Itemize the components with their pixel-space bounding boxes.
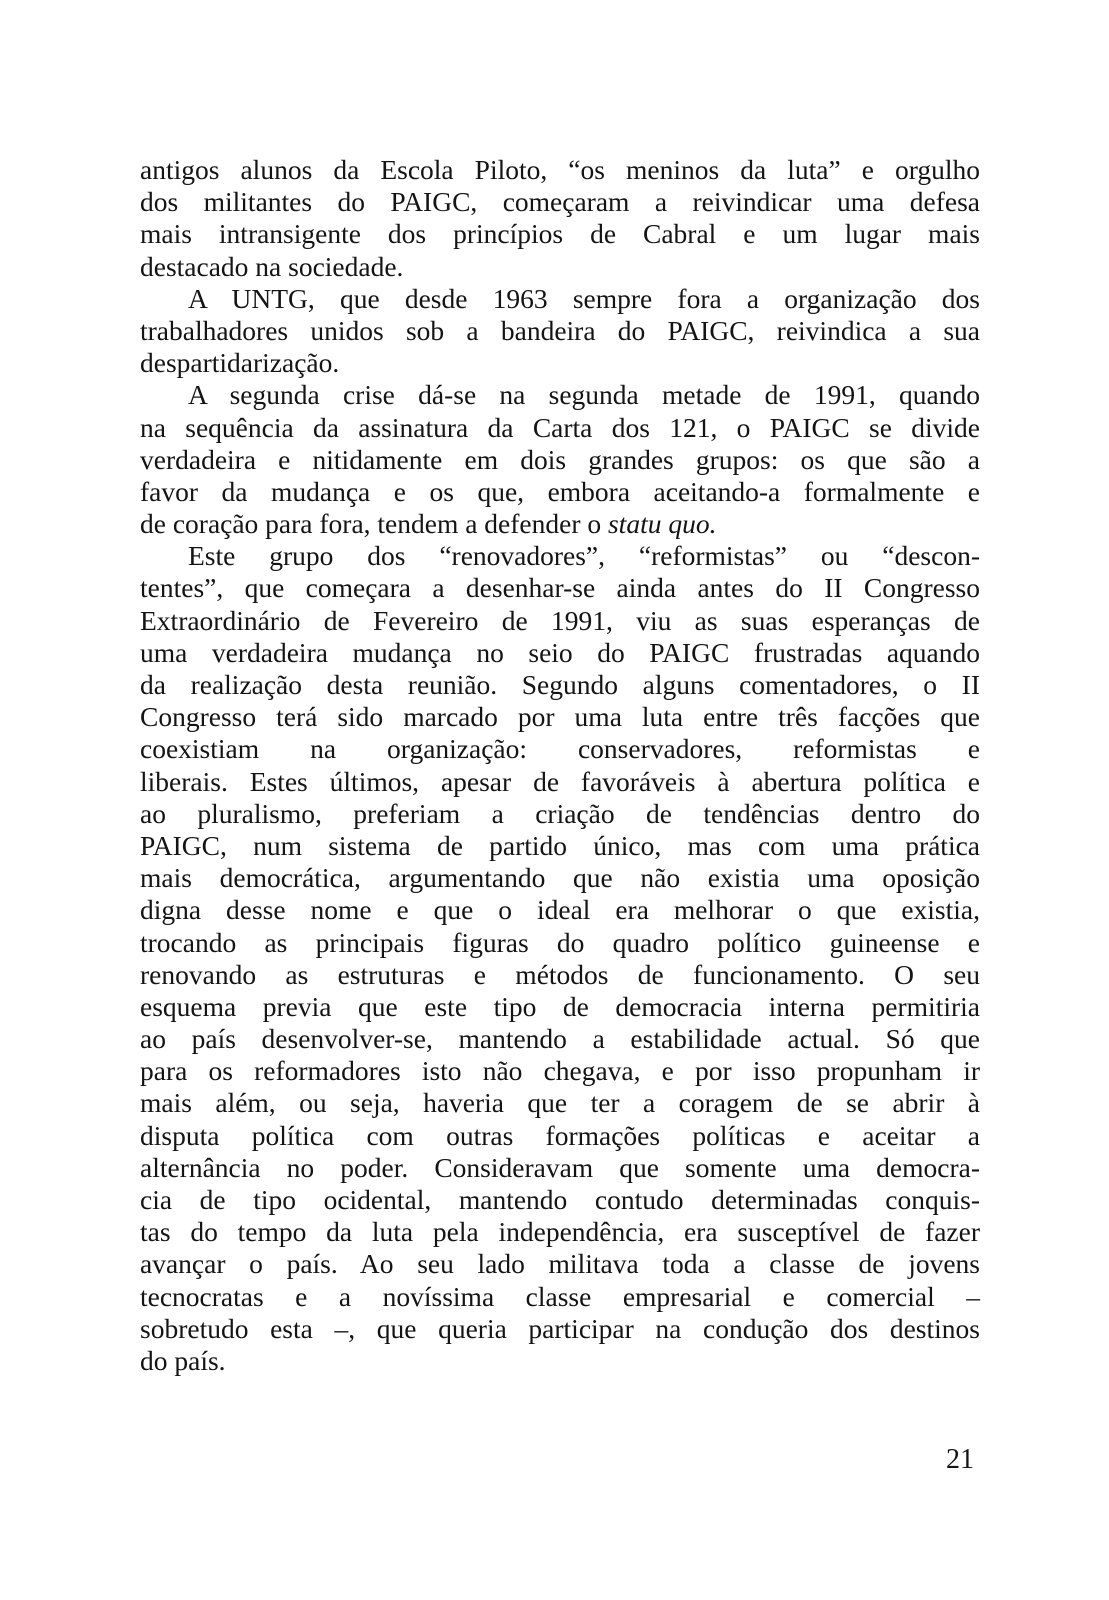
text-line bbox=[140, 1023, 980, 1055]
text-line bbox=[140, 315, 980, 347]
text-line bbox=[140, 1184, 980, 1216]
text-line bbox=[140, 1281, 980, 1313]
text-line bbox=[140, 186, 980, 218]
text-line-content: destacado na sociedade. bbox=[140, 250, 404, 282]
text-line bbox=[140, 251, 980, 283]
text-line-content: mais intransigente dos princípios de Cabral e um lugar mais bbox=[140, 218, 980, 250]
italic-phrase: statu quo. bbox=[607, 508, 717, 540]
text-line-content: digna desse nome e que o ideal era melhorar o que existia, bbox=[140, 894, 980, 926]
text-line-content: mais além, ou seja, haveria que ter a coragem de se abrir à bbox=[140, 1087, 980, 1119]
text-line-content: mais democrática, argumentando que não existia uma oposição bbox=[140, 862, 980, 894]
text-line bbox=[140, 1087, 980, 1119]
text-line bbox=[140, 959, 980, 991]
text-line-content: tecnocratas e a novíssima classe empresarial e comercial – bbox=[140, 1280, 980, 1312]
text-line-content: verdadeira e nitidamente em dois grandes grupos: os que são a bbox=[140, 443, 980, 475]
text-line bbox=[140, 830, 980, 862]
text-line-content: coexistiam na organização: conservadores, reformistas e bbox=[140, 733, 980, 765]
text-line bbox=[140, 412, 980, 444]
text-line bbox=[140, 862, 980, 894]
text-line bbox=[140, 508, 980, 540]
text-line bbox=[140, 927, 980, 959]
text-line bbox=[140, 283, 980, 315]
body-text bbox=[140, 154, 980, 1377]
text-line bbox=[140, 991, 980, 1023]
text-line-content: uma verdadeira mudança no seio do PAIGC frustradas aquando bbox=[140, 636, 980, 668]
text-line-content: tas do tempo da luta pela independência, era susceptível de fazer bbox=[140, 1216, 980, 1248]
text-line bbox=[140, 218, 980, 250]
text-line bbox=[140, 1248, 980, 1280]
text-line-content: cia de tipo ocidental, mantendo contudo determinadas conquis- bbox=[140, 1184, 980, 1215]
text-line bbox=[140, 444, 980, 476]
text-line bbox=[140, 894, 980, 926]
text-line-content: esquema previa que este tipo de democracia interna permitiria bbox=[140, 990, 980, 1022]
text-line bbox=[140, 347, 980, 379]
text-line bbox=[140, 1120, 980, 1152]
text-line-content: da realização desta reunião. Segundo alguns comentadores, o II bbox=[140, 669, 980, 700]
text-line-content: Congresso terá sido marcado por uma luta entre três facções que bbox=[140, 701, 980, 733]
text-line-content: Extraordinário de Fevereiro de 1991, viu as suas esperanças de bbox=[140, 604, 980, 636]
text-line-content: tentes”, que começara a desenhar-se ainda antes do II Congresso bbox=[140, 572, 980, 604]
text-line-content: despartidarização. bbox=[140, 347, 340, 379]
text-line-content: favor da mudança e os que, embora aceitando-a formalmente e bbox=[140, 475, 980, 507]
text-line bbox=[140, 701, 980, 733]
text-line-content: de coração para fora, tendem a defender o bbox=[140, 508, 608, 540]
text-line-content: avançar o país. Ao seu lado militava toda a classe de jovens bbox=[140, 1248, 980, 1280]
text-line-content: A segunda crise dá-se na segunda metade de 1991, quando bbox=[188, 379, 980, 411]
text-line-content: do país. bbox=[140, 1344, 226, 1376]
text-line bbox=[140, 476, 980, 508]
text-line-content: PAIGC, num sistema de partido único, mas com uma prática bbox=[140, 829, 980, 861]
text-line bbox=[140, 1345, 980, 1377]
text-line-content: Este grupo dos “renovadores”, “reformistas” ou “descon- bbox=[188, 540, 980, 572]
text-line-content: ao pluralismo, preferiam a criação de tendências dentro do bbox=[140, 797, 980, 829]
text-line-content: na sequência da assinatura da Carta dos 121, o PAIGC se divide bbox=[140, 411, 980, 443]
text-line bbox=[140, 605, 980, 637]
text-line-content: alternância no poder. Consideravam que somente uma democra- bbox=[140, 1151, 980, 1183]
text-line bbox=[140, 379, 980, 411]
text-line-content: para os reformadores isto não chegava, e por isso propunham ir bbox=[140, 1055, 980, 1087]
text-line bbox=[140, 733, 980, 765]
text-line bbox=[140, 540, 980, 572]
text-line bbox=[140, 1216, 980, 1248]
text-line-content: renovando as estruturas e métodos de funcionamento. O seu bbox=[140, 958, 980, 990]
text-line bbox=[140, 766, 980, 798]
text-line bbox=[140, 1055, 980, 1087]
text-line-content: trabalhadores unidos sob a bandeira do PAIGC, reivindica a sua bbox=[140, 314, 980, 346]
text-line bbox=[140, 1313, 980, 1345]
text-line-content: liberais. Estes últimos, apesar de favoráveis à abertura política e bbox=[140, 765, 980, 797]
text-line-content: sobretudo esta –, que queria participar na condução dos destinos bbox=[140, 1312, 980, 1344]
text-line-content: A UNTG, que desde 1963 sempre fora a organização dos bbox=[188, 282, 980, 314]
text-line bbox=[140, 637, 980, 669]
text-line bbox=[140, 154, 980, 186]
text-line-content: ao país desenvolver-se, mantendo a estabilidade actual. Só que bbox=[140, 1023, 980, 1055]
text-line-content: dos militantes do PAIGC, começaram a reivindicar uma defesa bbox=[140, 186, 980, 218]
text-line-content: antigos alunos da Escola Piloto, “os meninos da luta” e orgulho bbox=[140, 154, 980, 185]
text-line-content: disputa política com outras formações políticas e aceitar a bbox=[140, 1119, 980, 1151]
text-line bbox=[140, 1152, 980, 1184]
text-line bbox=[140, 669, 980, 701]
text-line bbox=[140, 572, 980, 604]
text-line-content: trocando as principais figuras do quadro político guineense e bbox=[140, 926, 980, 958]
page-number: 21 bbox=[946, 1444, 974, 1475]
text-line bbox=[140, 798, 980, 830]
